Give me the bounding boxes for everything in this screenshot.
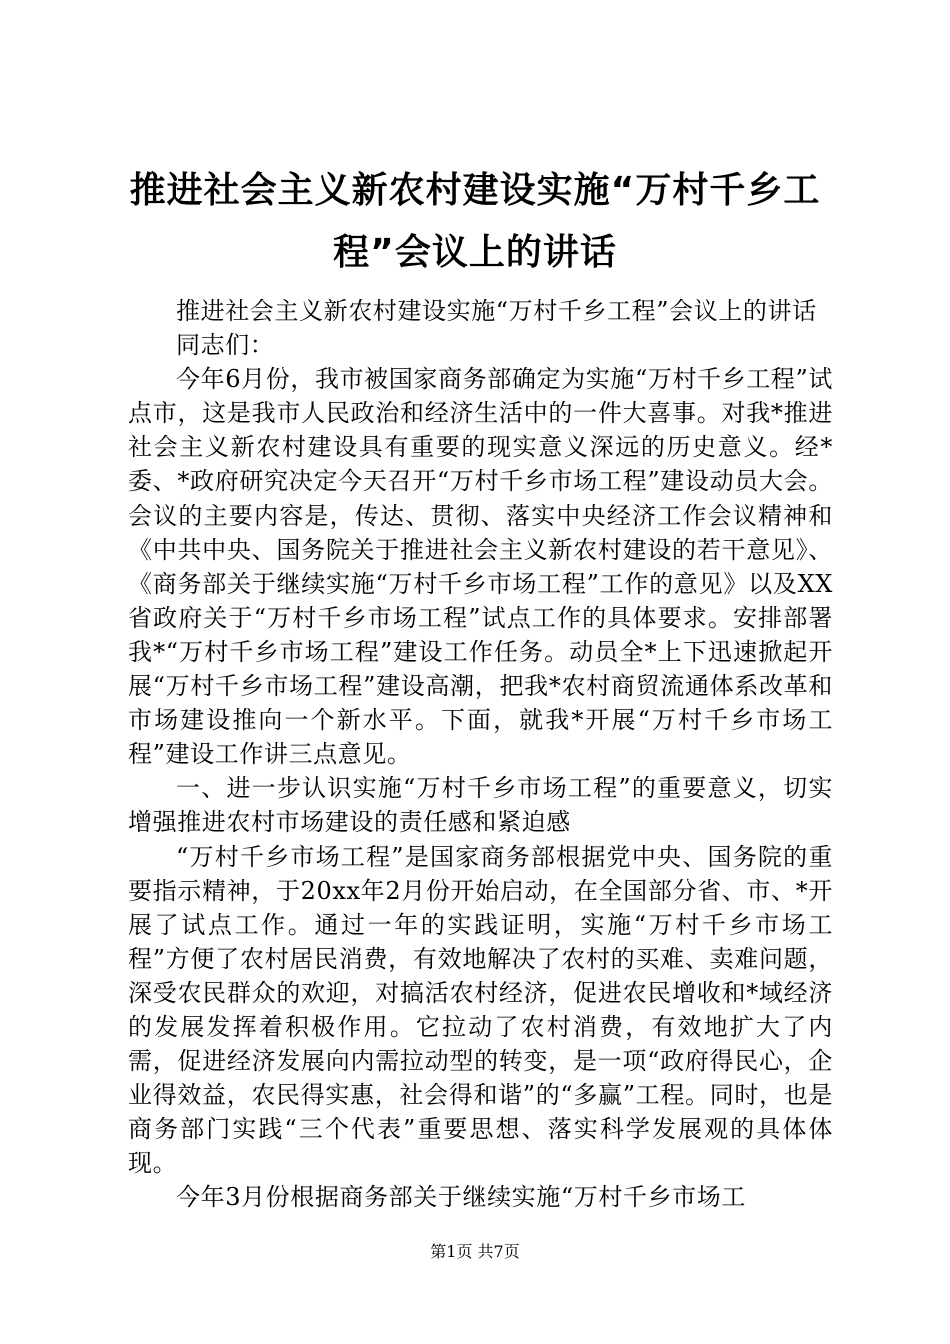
page-number-footer: 第1页 共7页 bbox=[430, 1242, 520, 1261]
document-body bbox=[128, 294, 833, 1215]
paragraph-salutation: 同志们： bbox=[176, 331, 275, 360]
paragraph-intro: 今年6月份，我市被国家商务部确定为实施“万村千乡工程”试点市，这是我市人民政治和经济生活中的一件大喜事。对我*推进社会主义新农村建设具有重要的现实意义深远的历史意义。经*委、*政府研究决定今天召开“万村千乡市场工程”建设动员大会。会议的主要内容是，传达、贯彻、落实中央经济工作会议精神和《中共中央、国务院关于推进社会主义新农村建设的若干意见》、《商务部关于继续实施“万村千乡市场工程”工作的意见》以及XX省政府关于“万村千乡市场工程”试点工作的具体要求。安排部署我*“万村千乡市场工程”建设工作任务。动员全*上下迅速掀起开展“万村千乡市场工程”建设高潮，把我*农村商贸流通体系改革和市场建设推向一个新水平。下面，就我*开展“万村千乡市场工程”建设工作讲三点意见。 bbox=[128, 365, 833, 769]
paragraph-heading-repeat: 推进社会主义新农村建设实施“万村千乡工程”会议上的讲话 bbox=[176, 297, 817, 325]
paragraph-section-body: “万村千乡市场工程”是国家商务部根据党中央、国务院的重要指示精神，于20xx年2月份开始启动，在全国部分省、市、*开展了试点工作。通过一年的实践证明，实施“万村千乡市场工程”方便了农村居民消费，有效地解决了农村的买难、卖难问题，深受农民群众的欢迎，对搞活农村经济，促进农民增收和*域经济的发展发挥着积极作用。它拉动了农村消费，有效地扩大了内需，促进经济发展向内需拉动型的转变，是一项“政府得民心，企业得效益，农民得实惠，社会得和谐”的“多赢”工程。同时，也是商务部门实践“三个代表”重要思想、落实科学发展观的具体体现。 bbox=[128, 842, 833, 1178]
paragraph-section-heading: 一、进一步认识实施“万村千乡市场工程”的重要意义，切实增强推进农村市场建设的责任感和紧迫感 bbox=[128, 774, 833, 837]
paragraph-continued: 今年3月份根据商务部关于继续实施“万村千乡市场工 bbox=[176, 1183, 746, 1212]
document-title: 推进社会主义新农村建设实施“万村千乡工程”会议上的讲话 bbox=[129, 170, 821, 273]
